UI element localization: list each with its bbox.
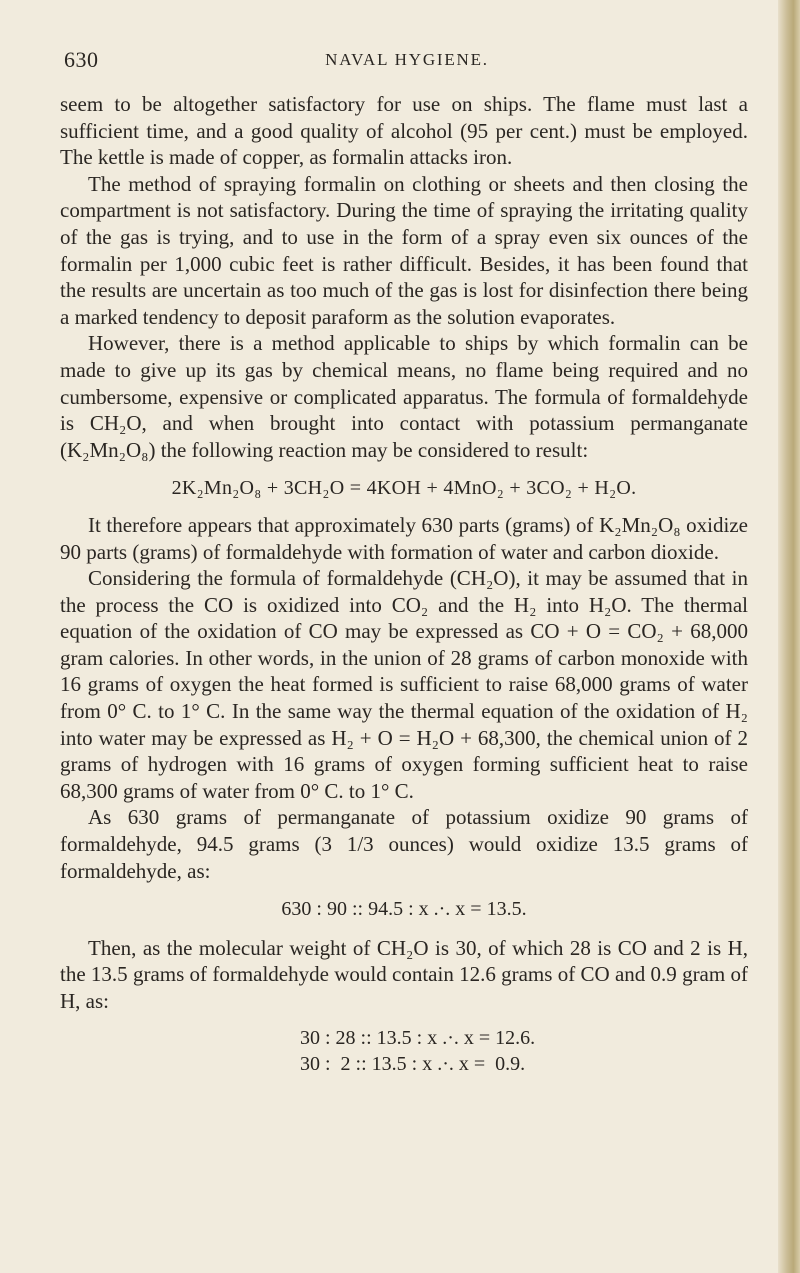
paragraph-6: As 630 grams of permanganate of potassium oxidize 90 grams of formaldehyde, 94.5 grams (3 1/3 ounces) would oxidize 13.5 grams of formaldehyde, as: [60, 805, 748, 883]
paragraph-5: Considering the formula of formaldehyde (CH₂O), it may be assumed that in the process the CO is oxidized into CO₂ and the H₂ into H₂O. The thermal equation of the oxidation of CO may be expressed as CO + O = CO₂ + 68,000 gram calories. In other words, in the union of 28 grams of carbon monoxide with 16 grams of oxygen the heat formed is sufficient to raise 68,000 grams of water from 0° C. to 1° C. In the same way the thermal equation of the oxidation of H₂ into water may be expressed as H₂ + O = H₂O + 68,300, the chemical union of 2 grams of hydrogen with 16 grams of oxygen forming sufficient heat to raise 68,300 grams of water from 0° C. to 1° C. [60, 566, 748, 803]
reaction-equation: 2K₂Mn₂O₈ + 3CH₂O = 4KOH + 4MnO₂ + 3CO₂ + H₂O. [171, 477, 637, 500]
paragraph-3: However, there is a method applicable to ships by which formalin can be made to give up its gas by chemical means, no flame being required and no cumbersome, expensive or complicated apparatus. The formula of formaldehyde is CH₂O, and when brought into contact with potassium permanganate (K₂Mn₂O₈) the following reaction may be considered to result: [60, 331, 748, 462]
proportion-equation: 630 : 90 :: 94.5 : x .·. x = 13.5. [281, 898, 527, 921]
page-header [64, 47, 750, 77]
proportion-h: 30 : 2 :: 13.5 : x .·. x = 0.9. [300, 1053, 526, 1076]
paragraph-1: seem to be altogether satisfactory for use on ships. The flame must last a sufficient time, and a good quality of alcohol (95 per cent.) must be employed. The kettle is made of copper, as formalin attacks iron. [60, 92, 748, 170]
page-number: 630 [64, 47, 99, 72]
page-edge-shadow [778, 0, 800, 1273]
proportion-co: 30 : 28 :: 13.5 : x .·. x = 12.6. [300, 1026, 536, 1049]
body-text [60, 91, 748, 1078]
paragraph-2: The method of spraying formalin on clothing or sheets and then closing the compartment is not satisfactory. During the time of spraying the irritating quality of the gas is trying, and to use in the form of a spray even six ounces of the formalin per 1,000 cubic feet is rather difficult. Besides, it has been found that the results are uncertain as too much of the gas is lost for disinfection there being a marked tendency to deposit paraform as the solution evaporates. [60, 171, 748, 329]
paragraph-4: It therefore appears that approximately 630 parts (grams) of K₂Mn₂O₈ oxidize 90 parts (grams) of formaldehyde with formation of water and carbon dioxide. [60, 512, 748, 564]
running-head: NAVAL HYGIENE. [325, 50, 489, 69]
paragraph-7: Then, as the molecular weight of CH₂O is 30, of which 28 is CO and 2 is H, the 13.5 grams of formaldehyde would contain 12.6 grams of CO and 0.9 gram of H, as: [60, 935, 748, 1013]
